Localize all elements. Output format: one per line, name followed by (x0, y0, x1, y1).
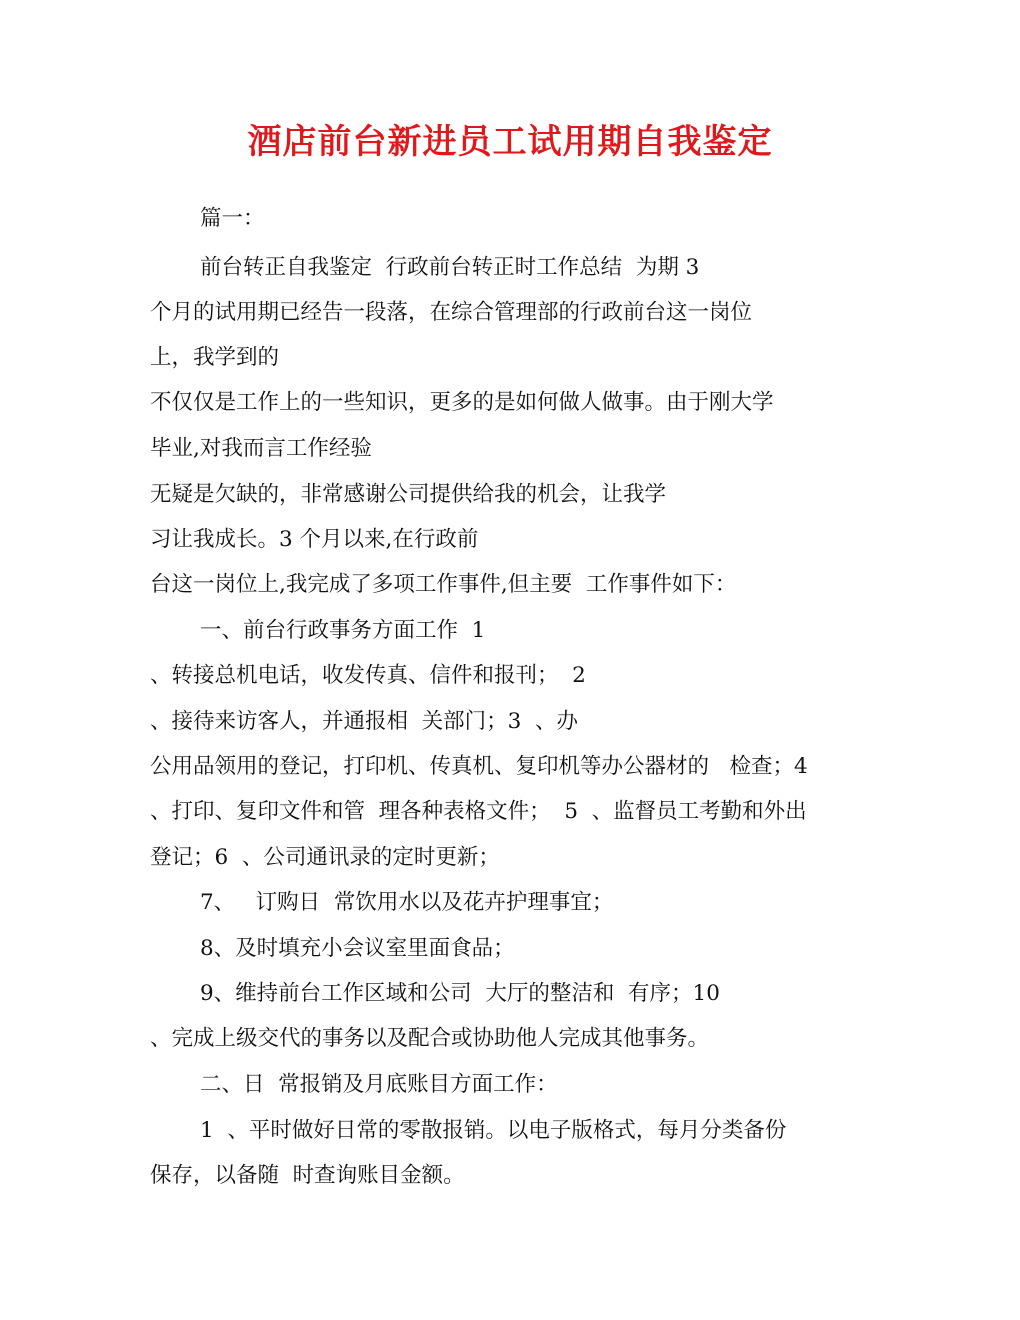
text-line: 一、前台行政事务方面工作 1 (200, 618, 486, 643)
text-line: 1 、平时做好日常的零散报销。以电子版格式，每月分类备份 (200, 1118, 787, 1143)
text-line: 无疑是欠缺的，非常感谢公司提供给我的机会，让我学 (150, 482, 667, 507)
text-line: 、打印、复印文件和管 理各种表格文件； 5 、监督员工考勤和外出 (150, 799, 807, 824)
document-title: 酒店前台新进员工试用期自我鉴定 (247, 122, 773, 162)
text-line: 毕业,对我而言工作经验 (150, 436, 372, 461)
text-line: 篇一： (200, 206, 265, 231)
text-line: 公用品领用的登记，打印机、传真机、复印机等办公器材的 检查；4 (150, 754, 808, 779)
text-line: 7、 订购日 常饮用水以及花卉护理事宜； (200, 890, 614, 915)
text-line: 前台转正自我鉴定 行政前台转正时工作总结 为期 3 (200, 255, 700, 280)
text-line: 、转接总机电话，收发传真、信件和报刊； 2 (150, 663, 586, 688)
text-line: 保存，以备随 时查询账目金额。 (150, 1163, 465, 1188)
text-line: 8、及时填充小会议室里面食品； (200, 936, 515, 961)
text-line: 个月的试用期已经告一段落，在综合管理部的行政前台这一岗位 (150, 300, 753, 325)
text-line: 9、维持前台工作区域和公司 大厅的整洁和 有序；10 (200, 981, 720, 1006)
text-line: 台这一岗位上,我完成了多项工作事件,但主要 工作事件如下： (150, 572, 737, 597)
text-line: 登记；6 、公司通讯录的定时更新； (150, 845, 500, 870)
text-line: 、接待来访客人，并通报相 关部门；3 、办 (150, 709, 579, 734)
text-line: 、完成上级交代的事务以及配合或协助他人完成其他事务。 (150, 1026, 710, 1051)
text-line: 上，我学到的 (150, 345, 280, 370)
text-line: 二、日 常报销及月底账目方面工作： (200, 1072, 558, 1097)
text-line: 不仅仅是工作上的一些知识，更多的是如何做人做事。由于刚大学 (150, 390, 774, 415)
text-line: 习让我成长。3 个月以来,在行政前 (150, 527, 479, 552)
